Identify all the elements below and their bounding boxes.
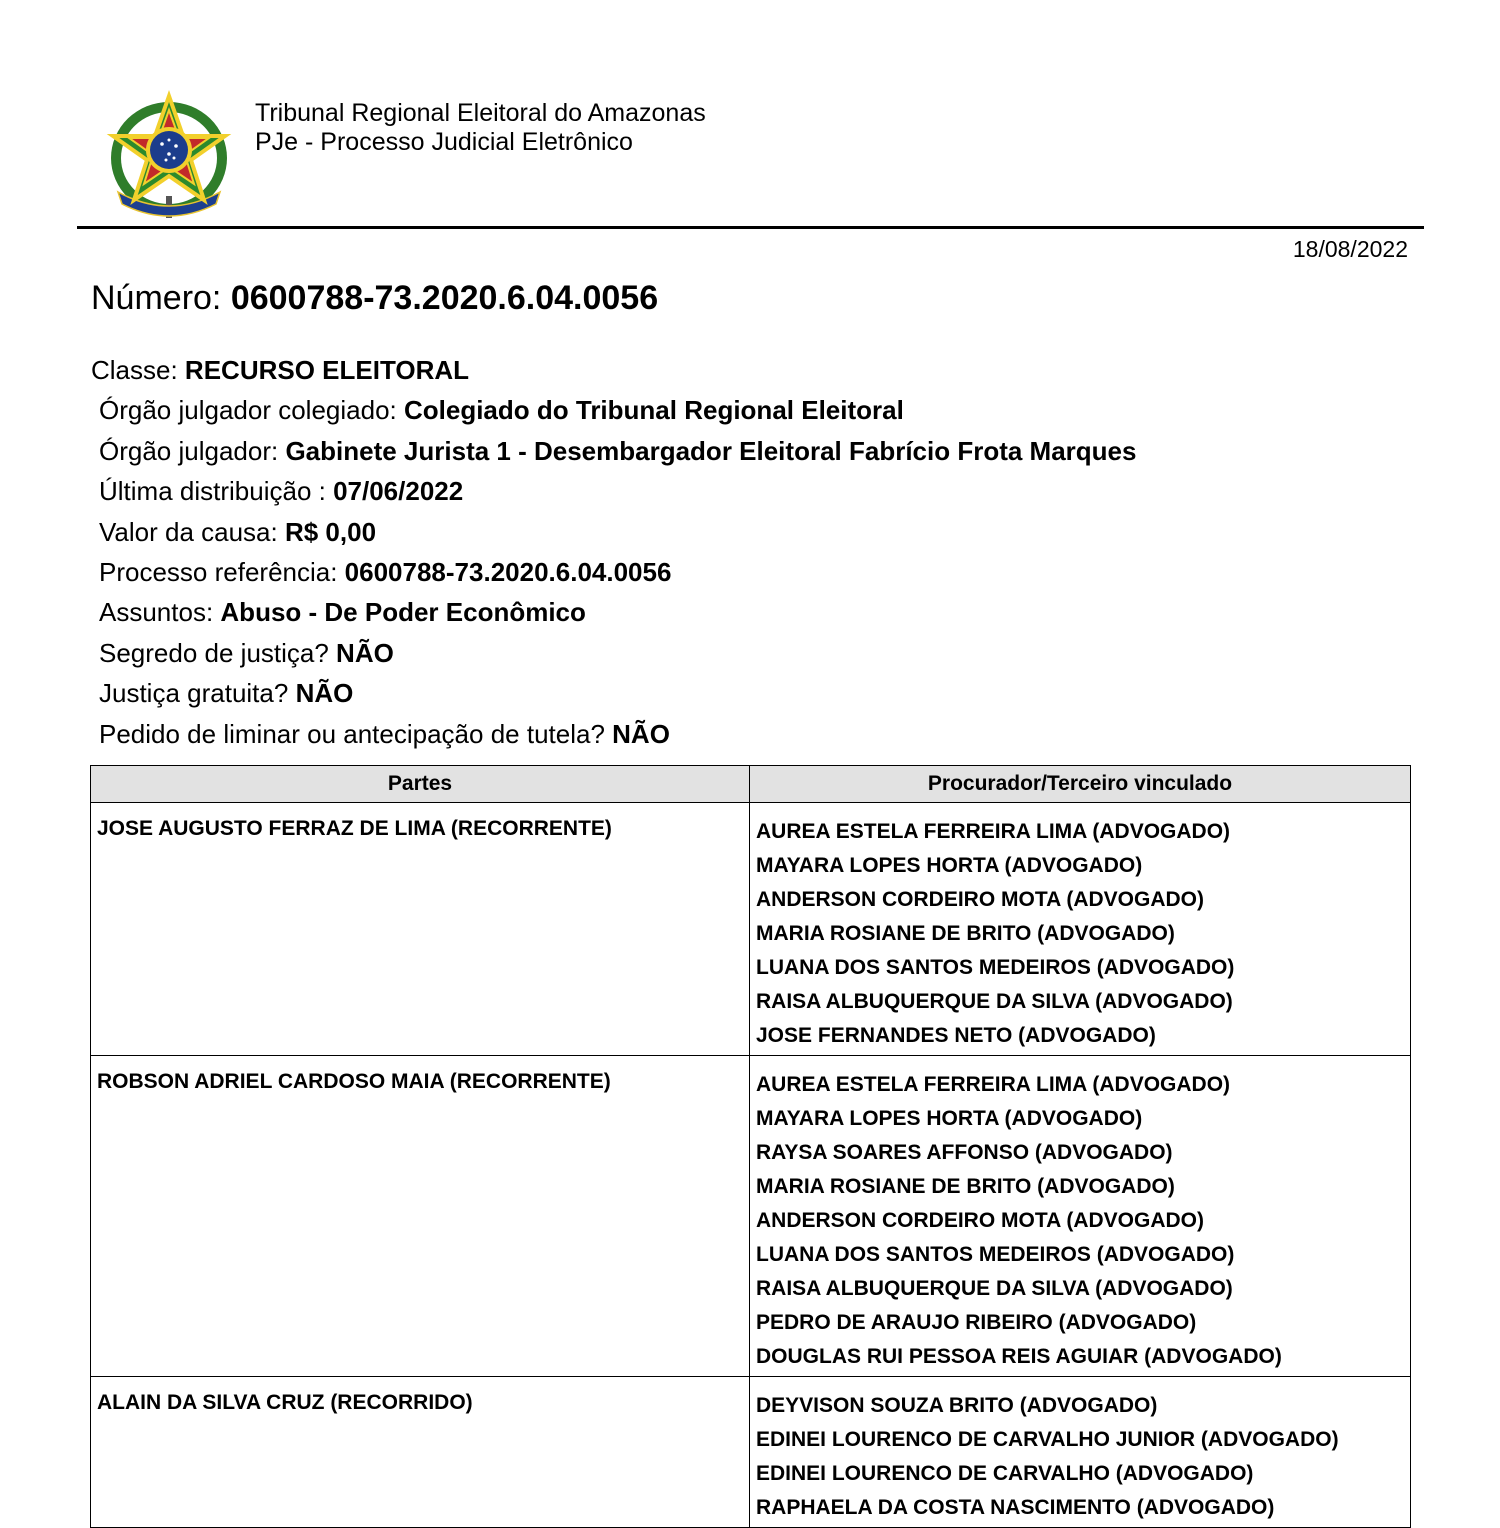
lawyer-name: LUANA DOS SANTOS MEDEIROS (ADVOGADO): [756, 1243, 1235, 1266]
lawyer-name: MAYARA LOPES HORTA (ADVOGADO): [756, 1107, 1143, 1130]
lawyer-name: JOSE FERNANDES NETO (ADVOGADO): [756, 1024, 1156, 1047]
party-name: ROBSON ADRIEL CARDOSO MAIA (RECORRENTE): [91, 1056, 750, 1377]
field-label: Órgão julgador colegiado:: [99, 395, 404, 426]
lawyer-name: ANDERSON CORDEIRO MOTA (ADVOGADO): [756, 1209, 1204, 1232]
field-value: Gabinete Jurista 1 - Desembargador Eleitoral Fabrício Frota Marques: [285, 435, 1137, 466]
field-value: NÃO: [612, 718, 670, 749]
field-valor-causa: [91, 514, 1136, 554]
system-name: PJe - Processo Judicial Eletrônico: [255, 128, 633, 156]
field-value: 0600788-73.2020.6.04.0056: [344, 556, 672, 587]
lawyer-name: MAYARA LOPES HORTA (ADVOGADO): [756, 854, 1143, 877]
field-ultima-distribuicao: [91, 473, 1136, 513]
lawyer-name: MARIA ROSIANE DE BRITO (ADVOGADO): [756, 922, 1175, 945]
field-value: 07/06/2022: [333, 476, 464, 507]
field-value: RECURSO ELEITORAL: [184, 355, 470, 385]
lawyer-name: DOUGLAS RUI PESSOA REIS AGUIAR (ADVOGADO): [756, 1345, 1282, 1368]
field-value: Abuso - De Poder Econômico: [220, 597, 586, 628]
document-date: 18/08/2022: [1292, 236, 1408, 262]
lawyer-name: RAISA ALBUQUERQUE DA SILVA (ADVOGADO): [756, 1277, 1233, 1300]
table-header-row: [91, 766, 1411, 803]
field-orgao-colegiado: [91, 392, 1136, 432]
lawyer-name: PEDRO DE ARAUJO RIBEIRO (ADVOGADO): [756, 1311, 1197, 1334]
process-number-value: 0600788-73.2020.6.04.0056: [230, 279, 659, 317]
party-name: ALAIN DA SILVA CRUZ (RECORRIDO): [91, 1377, 750, 1528]
field-orgao-julgador: [91, 433, 1136, 473]
lawyer-name: LUANA DOS SANTOS MEDEIROS (ADVOGADO): [756, 956, 1235, 979]
court-name: Tribunal Regional Eleitoral do Amazonas: [255, 99, 706, 127]
process-number-label: Número:: [91, 279, 231, 317]
field-value: Colegiado do Tribunal Regional Eleitoral: [403, 395, 904, 426]
field-label: Classe:: [91, 355, 185, 385]
table-row: [91, 1056, 1411, 1377]
field-label: Última distribuição :: [99, 476, 334, 507]
organization-name: [255, 99, 706, 157]
party-name: JOSE AUGUSTO FERRAZ DE LIMA (RECORRENTE): [91, 803, 750, 1056]
lawyer-name: AUREA ESTELA FERREIRA LIMA (ADVOGADO): [756, 820, 1231, 843]
field-label: Pedido de liminar ou antecipação de tutela?: [99, 718, 613, 749]
field-pedido-liminar: [91, 716, 1136, 756]
lawyer-name: MARIA ROSIANE DE BRITO (ADVOGADO): [756, 1175, 1175, 1198]
lawyer-name: RAISA ALBUQUERQUE DA SILVA (ADVOGADO): [756, 990, 1233, 1013]
process-number: [91, 279, 658, 318]
parties-table: [90, 765, 1411, 1528]
lawyer-name: DEYVISON SOUZA BRITO (ADVOGADO): [756, 1394, 1158, 1417]
field-value: NÃO: [295, 678, 354, 709]
field-label: Assuntos:: [99, 597, 221, 628]
field-label: Justiça gratuita?: [99, 678, 296, 709]
field-segredo-justica: [91, 635, 1136, 675]
field-justica-gratuita: [91, 675, 1136, 715]
column-header-partes: Partes: [91, 766, 750, 803]
field-label: Segredo de justiça?: [99, 637, 337, 668]
lawyer-name: AUREA ESTELA FERREIRA LIMA (ADVOGADO): [756, 1073, 1231, 1096]
field-classe: [91, 352, 1136, 392]
header-divider: [77, 226, 1424, 229]
table-row: [91, 803, 1411, 1056]
lawyer-name: RAPHAELA DA COSTA NASCIMENTO (ADVOGADO): [756, 1496, 1275, 1519]
column-header-procurador: Procurador/Terceiro vinculado: [750, 766, 1411, 803]
field-label: Valor da causa:: [99, 516, 285, 547]
lawyer-name: ANDERSON CORDEIRO MOTA (ADVOGADO): [756, 888, 1204, 911]
lawyer-name: RAYSA SOARES AFFONSO (ADVOGADO): [756, 1141, 1173, 1164]
lawyers-cell: [750, 803, 1411, 1056]
field-value: R$ 0,00: [284, 516, 377, 547]
lawyer-name: EDINEI LOURENCO DE CARVALHO JUNIOR (ADVOGADO): [756, 1428, 1339, 1451]
lawyers-cell: [750, 1056, 1411, 1377]
process-details: [91, 352, 1136, 756]
field-processo-referencia: [91, 554, 1136, 594]
field-label: Órgão julgador:: [99, 435, 286, 466]
field-assuntos: [91, 594, 1136, 634]
lawyer-name: EDINEI LOURENCO DE CARVALHO (ADVOGADO): [756, 1462, 1254, 1485]
field-label: Processo referência:: [99, 556, 345, 587]
document-header: [0, 0, 1500, 230]
field-value: NÃO: [336, 637, 394, 668]
table-row: [91, 1377, 1411, 1528]
lawyers-cell: [750, 1377, 1411, 1528]
brazil-coat-of-arms-icon: [106, 88, 232, 220]
